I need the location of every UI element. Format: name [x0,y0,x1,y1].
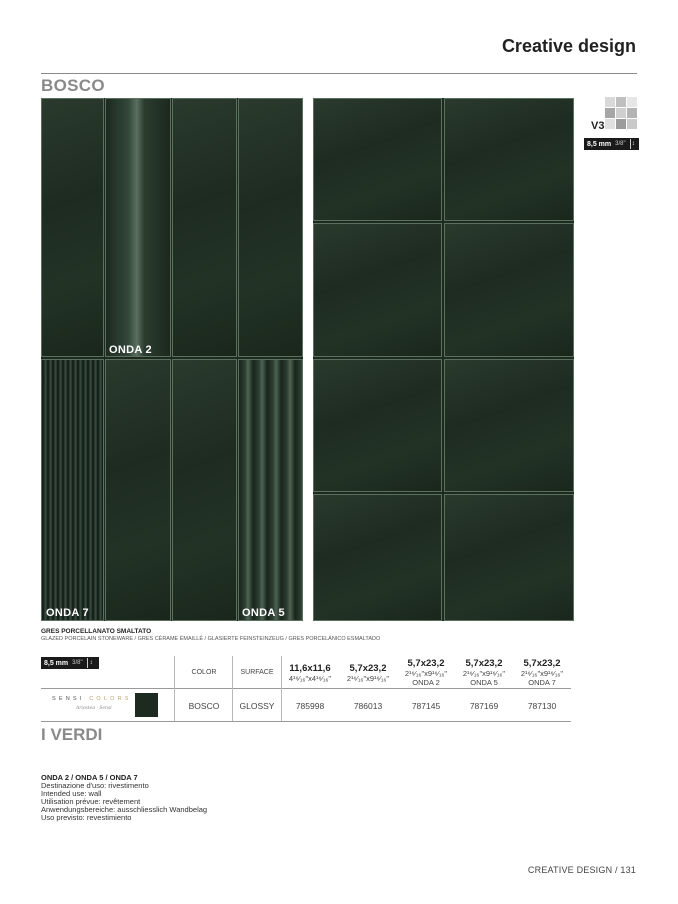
label-onda-5: ONDA 5 [242,607,285,619]
col-header-size-2: 5,7x23,2 2¹⁶⁄₁₆"x9¹⁶⁄₁₆" [346,663,390,683]
col-header-size-onda-7: 5,7x23,2 2¹⁶⁄₁₆"x9¹⁶⁄₁₆" ONDA 7 [520,658,564,687]
thickness-mm: 8,5 mm [587,140,612,148]
product-code: 787130 [527,701,557,711]
table-thickness-mm: 8,5 mm [44,659,69,667]
tile [444,494,574,621]
collection-name: BOSCO [41,76,105,95]
label-onda-2: ONDA 2 [109,344,152,356]
table-divider [174,656,175,721]
row-color: BOSCO [188,701,220,711]
tile [238,98,303,357]
tile [313,98,442,221]
tile [41,98,104,357]
tile [172,359,237,621]
label-onda-7: ONDA 7 [46,607,89,619]
tile [105,359,171,621]
brand-signature: Ariostea · Sensi [76,706,112,711]
table-divider [232,656,233,721]
uses-line: Utilisation prévue: revêtement [41,797,141,806]
tile [444,223,574,357]
thickness-arrow-icon: ↕ [630,139,636,149]
col-header-surface: SURFACE [240,669,274,676]
page-footer: CREATIVE DESIGN / 131 [527,865,636,875]
intended-uses [41,774,207,822]
onda-tiles-photo [41,98,303,621]
uses-line: Uso previsto: revestimiento [41,813,132,822]
header-rule [41,73,637,74]
material-title: GRES PORCELLANATO SMALTATO [41,628,152,635]
thickness-inch: 3/8" [615,141,626,147]
tile [444,98,574,221]
uses-title: ONDA 2 / ONDA 5 / ONDA 7 [41,773,138,782]
product-code: 785998 [295,701,325,711]
product-code: 787145 [411,701,441,711]
tile [238,359,303,621]
table-thickness-badge [41,657,99,669]
col-header-size-1: 11,6x11,6 4¹⁶⁄₁₆"x4¹⁶⁄₁₆" [288,663,332,683]
col-header-color: COLOR [191,669,217,676]
tile [444,359,574,492]
row-surface: GLOSSY [239,701,275,711]
brand-logo: SENSI COLORS [52,696,132,702]
product-code: 787169 [469,701,499,711]
material-subtitle: GLAZED PORCELAIN STONEWARE / GRES CÉRAME ÉMAILLÉ / GLASIERTE FEINSTEINZEUG / GRES PORCELÁNICO ESMALTADO [41,636,381,642]
tile [313,223,442,357]
shade-variation-icon [605,97,637,129]
uses-line: Anwendungsbereiche: ausschliesslich Wandbelag [41,805,208,814]
uses-line: Intended use: wall [41,789,102,798]
table-footer-rule [41,721,571,722]
tile [41,359,104,621]
table-thickness-inch: 3/8" [72,660,83,666]
thickness-arrow-icon: ↕ [87,658,95,668]
tile [105,98,171,357]
color-swatch [135,693,158,717]
square-tiles-photo [313,98,574,621]
col-header-size-onda-2: 5,7x23,2 2¹⁶⁄₁₆"x9¹⁶⁄₁₆" ONDA 2 [404,658,448,687]
page-title: Creative design [501,36,636,56]
shade-variation-code: V3 [591,120,605,132]
table-header-rule [41,688,571,689]
tile [172,98,237,357]
uses-line: Destinazione d'uso: rivestimento [41,781,149,790]
tile [313,359,442,492]
product-code: 786013 [353,701,383,711]
sub-collection-name: I VERDI [41,725,103,744]
tile [313,494,442,621]
thickness-badge [584,138,639,150]
col-header-size-onda-5: 5,7x23,2 2¹⁶⁄₁₆"x9¹⁶⁄₁₆" ONDA 5 [462,658,506,687]
